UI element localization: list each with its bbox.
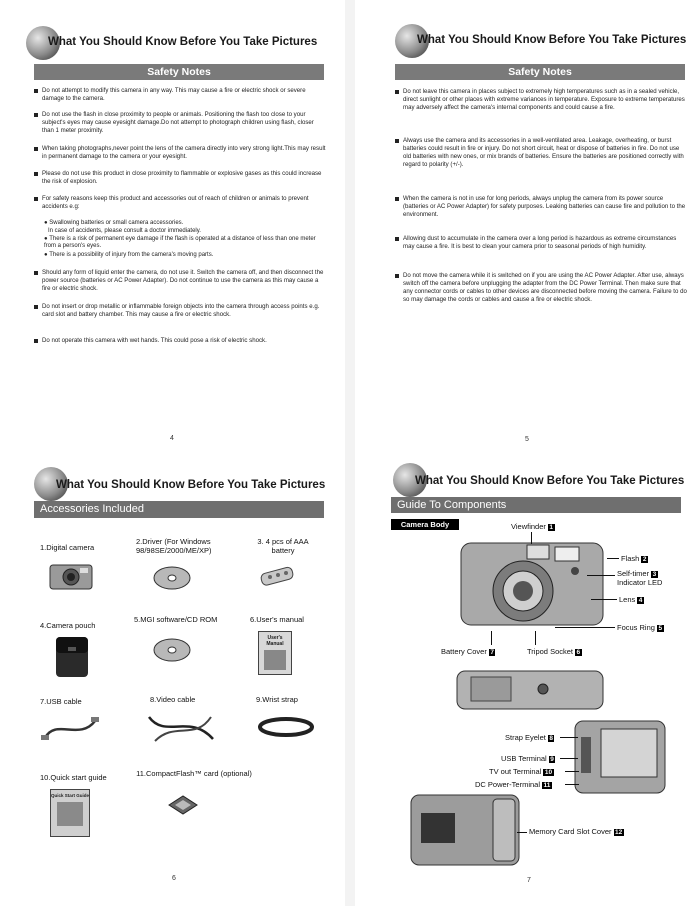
page-header — [393, 461, 693, 497]
guide-cover-title: Quick Start Guide — [51, 793, 90, 798]
label-battery-cover: Battery Cover 7 — [441, 647, 494, 656]
accessory-label: 7.USB cable — [40, 697, 82, 706]
header-title: What You Should Know Before You Take Pictures — [48, 36, 318, 48]
wrist-strap-image — [256, 713, 316, 743]
leader-line — [560, 758, 578, 759]
section-band: Accessories Included — [34, 501, 324, 518]
label-focus-ring: Focus Ring 5 — [617, 623, 663, 632]
page-header — [26, 24, 326, 60]
camera-body-label: Camera Body — [391, 519, 459, 530]
leader-line — [591, 599, 617, 600]
label-indicator-led: Indicator LED — [617, 578, 663, 587]
accessory-label: 5.MGI software/CD ROM — [134, 615, 218, 624]
manual-cover-photo — [264, 650, 286, 670]
accessory-label: 11.CompactFlash™ card (optional) — [136, 769, 252, 778]
bullet-square-icon — [395, 237, 399, 241]
quick-start-guide-image — [50, 789, 90, 837]
accessory-label: 2.Driver (For Windows 98/98SE/2000/ME/XP) — [136, 537, 212, 555]
section-band: Guide To Components — [391, 497, 681, 513]
bullet-square-icon — [34, 305, 38, 309]
bullet-square-icon — [34, 147, 38, 151]
page-7 — [355, 455, 700, 906]
page-number: 7 — [527, 877, 531, 884]
camera-bottom-image — [455, 667, 605, 711]
guide-cover-photo — [57, 802, 83, 826]
bullet-square-icon — [395, 274, 399, 278]
label-tripod-socket: Tripod Socket 6 — [527, 647, 581, 656]
sub-item: ● There is a risk of permanent eye damage if the flash is operated at a distance of less than one meter from a person's eyes. — [44, 236, 316, 250]
bullet-square-icon — [34, 113, 38, 117]
page-number: 4 — [170, 435, 174, 442]
mgi-cd-image — [152, 637, 192, 663]
leader-line — [560, 737, 578, 738]
compactflash-card-image — [166, 793, 200, 817]
bullet-item: Do not use the flash in close proximity to people or animals. Positioning the flash too close to your subject's eyes may cause eyesight damage.Do not attempt to photograph children using flash, closer than 1 meter proximity. — [34, 111, 326, 135]
leader-line — [607, 558, 619, 559]
accessory-label: 8.Video cable — [150, 695, 196, 704]
manual-cover-title: User's Manual — [266, 635, 284, 647]
leader-line — [535, 631, 536, 645]
section-band: Safety Notes — [34, 64, 324, 80]
label-viewfinder: Viewfinder 1 — [511, 522, 554, 531]
label-memory-card-slot-cover: Memory Card Slot Cover 12 — [529, 827, 623, 836]
label-dc-power-terminal: DC Power-Terminal 11 — [475, 780, 551, 789]
bullet-item: Always use the camera and its accessories in a well-ventilated area. Leakage, overheating, or burst batteries could result in fire or injury. Do not short circuit, heat or dispose of batteries in fire. Do not use old batteries with new ones, or mix brands of batteries. Ensure the batteries are positioned correctly with regard to polarity (+/-). — [395, 137, 687, 169]
bullet-item: Do not attempt to modify this camera in any way. This may cause a fire or electric shock or severe damage to the camera. — [34, 87, 326, 103]
usb-cable-image — [40, 713, 100, 743]
label-usb-terminal: USB Terminal 9 — [501, 754, 554, 763]
bullet-square-icon — [395, 197, 399, 201]
bullet-item: Do not leave this camera in places subject to extremely high temperatures such as in a sealed vehicle, direct sunlight or other places with extreme variances in temperature. Exposure to extreme temperatures may adversely affect the camera's internal components and could cause a fire. — [395, 88, 687, 112]
leader-line — [491, 631, 492, 645]
camera-side-image — [571, 717, 669, 797]
label-self-timer: Self-timer 3 — [617, 569, 657, 578]
bullet-square-icon — [395, 139, 399, 143]
camera-front-image — [457, 535, 607, 629]
leader-line — [555, 627, 615, 628]
accessory-label: 4.Camera pouch — [40, 621, 96, 630]
page-6 — [0, 455, 345, 906]
bullet-item: Do not insert or drop metallic or inflammable foreign objects into the camera through access points e.g. card slot and battery chamber. This may cause a fire or electric shock. — [34, 303, 326, 319]
page-4 — [0, 0, 345, 452]
section-band: Safety Notes — [395, 64, 685, 80]
camera-pouch-image — [52, 635, 92, 679]
header-title: What You Should Know Before You Take Pictures — [417, 34, 687, 46]
bullet-item: Do not operate this camera with wet hands. This could pose a risk of electric shock. — [34, 337, 326, 345]
sub-item: ● Swallowing batteries or small camera accessories. — [44, 220, 184, 226]
bullet-item: Please do not use this product in close proximity to flammable or explosive gases as this could increase the risk of explosion. — [34, 170, 326, 186]
leader-line — [531, 532, 532, 544]
accessory-label: 10.Quick start guide — [40, 773, 107, 782]
accessory-label: 3. 4 pcs of AAA battery — [257, 537, 309, 555]
bullet-square-icon — [34, 172, 38, 176]
digital-camera-image — [48, 561, 94, 591]
page-gutter — [345, 0, 355, 906]
sub-item: ● There is a possibility of injury from the camera's moving parts. — [44, 252, 214, 258]
bullet-square-icon — [34, 197, 38, 201]
page-number: 5 — [525, 436, 529, 443]
leader-line — [517, 832, 527, 833]
page-5 — [355, 0, 700, 452]
bullet-item: When the camera is not in use for long periods, always unplug the camera from its power source (batteries or AC Power Adapter) for safety purposes. Leaking batteries can cause fire and pollution to the environment. — [395, 195, 687, 219]
bullet-square-icon — [395, 90, 399, 94]
label-lens: Lens 4 — [619, 595, 643, 604]
accessory-label: 6.User's manual — [250, 615, 304, 624]
header-title: What You Should Know Before You Take Pictures — [56, 479, 326, 491]
batteries-image — [258, 565, 300, 587]
leader-line — [565, 784, 579, 785]
label-tv-out-terminal: TV out Terminal 10 — [489, 767, 553, 776]
bullet-item: Do not move the camera while it is switched on if you are using the AC Power Adapter. After use, always switch off the camera before unplugging the adapter from the DC Power Terminal. Then make sure that any connector cords or cables to other devices are disconnected before moving the camera. Failure to do so may damage the cords or cables and cause a fire or electric shock. — [395, 272, 687, 304]
bullet-square-icon — [34, 271, 38, 275]
bullet-square-icon — [34, 89, 38, 93]
driver-cd-image — [152, 565, 192, 591]
video-cable-image — [145, 711, 217, 745]
page-number: 6 — [172, 875, 176, 882]
accessory-label: 9.Wrist strap — [256, 695, 298, 704]
users-manual-image — [258, 631, 292, 675]
label-flash: Flash 2 — [621, 554, 647, 563]
bullet-item: For safety reasons keep this product and accessories out of reach of children or animals to prevent accidents e.g: — [34, 195, 326, 211]
bullet-square-icon — [34, 339, 38, 343]
page-header — [34, 465, 334, 501]
header-title: What You Should Know Before You Take Pictures — [415, 475, 685, 487]
label-strap-eyelet: Strap Eyelet 8 — [505, 733, 553, 742]
accessory-label: 1.Digital camera — [40, 543, 95, 552]
sub-item-note: In case of accidents, please consult a doctor immediately. — [48, 228, 201, 234]
bullet-item: Allowing dust to accumulate in the camera over a long period is hazardous as extreme circumstances may cause a fire. It is best to clean your camera prior to seasonal periods of high humidity. — [395, 235, 687, 251]
leader-line — [587, 575, 615, 576]
leader-line — [565, 771, 579, 772]
page-header — [395, 22, 695, 58]
camera-back-image — [407, 785, 523, 869]
bullet-item: When taking photographs,never point the lens of the camera directly into very strong light.This may result in permanent damage to the camera or your eyesight. — [34, 145, 326, 161]
bullet-item: Should any form of liquid enter the camera, do not use it. Switch the camera off, and then disconnect the power source (batteries or AC Power Adapter). Do not continue to use the camera as this may cause a fire or electric shock. — [34, 269, 326, 293]
